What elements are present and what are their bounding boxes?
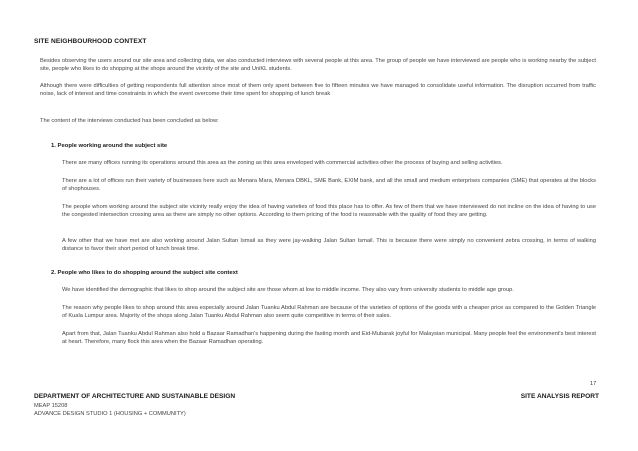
list-item-title-1: 1. People working around the subject site [51,143,168,149]
list-item-title-2: 2. People who likes to do shopping around the subject site context [51,270,238,276]
footer-department: DEPARTMENT OF ARCHITECTURE AND SUSTAINABLE DESIGN [34,393,236,400]
item-2-paragraph-3: Apart from that, Jalan Tuanku Abdul Rahman also hold a Bazaar Ramadhan's happening during the fasting month and Eid-Mubarak joyful for Malaysian municipal. Many people feel the environment's best interest at heart. Therefore, many flock this area when the Bazaar Ramadhan operating. [62,331,596,346]
item-2-paragraph-2: The reason why people likes to shop around this area especially around Jalan Tuanku Abdul Rahman are because of the varieties of options of the goods with a cheaper price as compared to the Golden Triangle of Kuala Lumpur area. Majority of the shops along Jalan Tuanku Abdul Rahman also seem quite competitive in terms of their sales. [62,305,596,320]
intro-paragraph-1: Besides observing the users around our site area and collecting data, we also conducted interviews with several people at this area. The group of people we have interviewed are people who is working nearby the subject site, people who likes to do shopping at the shops around the vicinity of the site and UniKL students. [40,58,596,73]
item-1-paragraph-4: A few other that we have met are also working around Jalan Sultan Ismail as they were jay-walking Jalan Sultan Ismail. This is because there were simply no convenient zebra crossing, in terms of walking distance to favor their short period of lunch break time. [62,238,596,253]
item-1-paragraph-2: There are a lot of offices run their variety of businesses here such as Menara Mara, Menara DBKL, SME Bank, EXIM bank, and all the small and medium enterprises companies (SME) that operates at the blocks of shophouses. [62,178,596,193]
footer-report-title: SITE ANALYSIS REPORT [520,393,599,400]
page-number: 17 [590,381,597,387]
item-1-paragraph-1: There are many offices running its operations around this area as the zoning as this area enveloped with commercial activities other the process of buying and selling activities. [62,160,503,166]
item-1-paragraph-3: The people whom working around the subject site vicinity really enjoy the idea of having varieties of food this place has to offer. As few of them that we have interviewed do not incline on the idea of having to use the congested intersection crossing area as there are simply no other options. According to them pricing of the food is reasonable with the quality of food they are getting. [62,204,596,219]
intro-paragraph-2: Although there were difficulties of getting respondents full attention since most of them only spent between five to fifteen minutes we have managed to consolidate useful information. The disruption occurred from traffic noise, lack of interest and time constraints in which the event overcome their time spent for shopping of lunch break [40,83,596,98]
section-title: SITE NEIGHBOURHOOD CONTEXT [34,38,147,45]
footer-course-name: ADVANCE DESIGN STUDIO 1 (HOUSING + COMMUNITY) [34,411,186,417]
item-2-paragraph-1: We have identified the demographic that likes to shop around the subject site are those whom at low to middle income. They also vary from university students to middle age group. [62,287,514,293]
intro-paragraph-3: The content of the interviews conducted has been concluded as below: [40,118,219,124]
footer-course-code: MEAP 15208 [34,403,68,409]
